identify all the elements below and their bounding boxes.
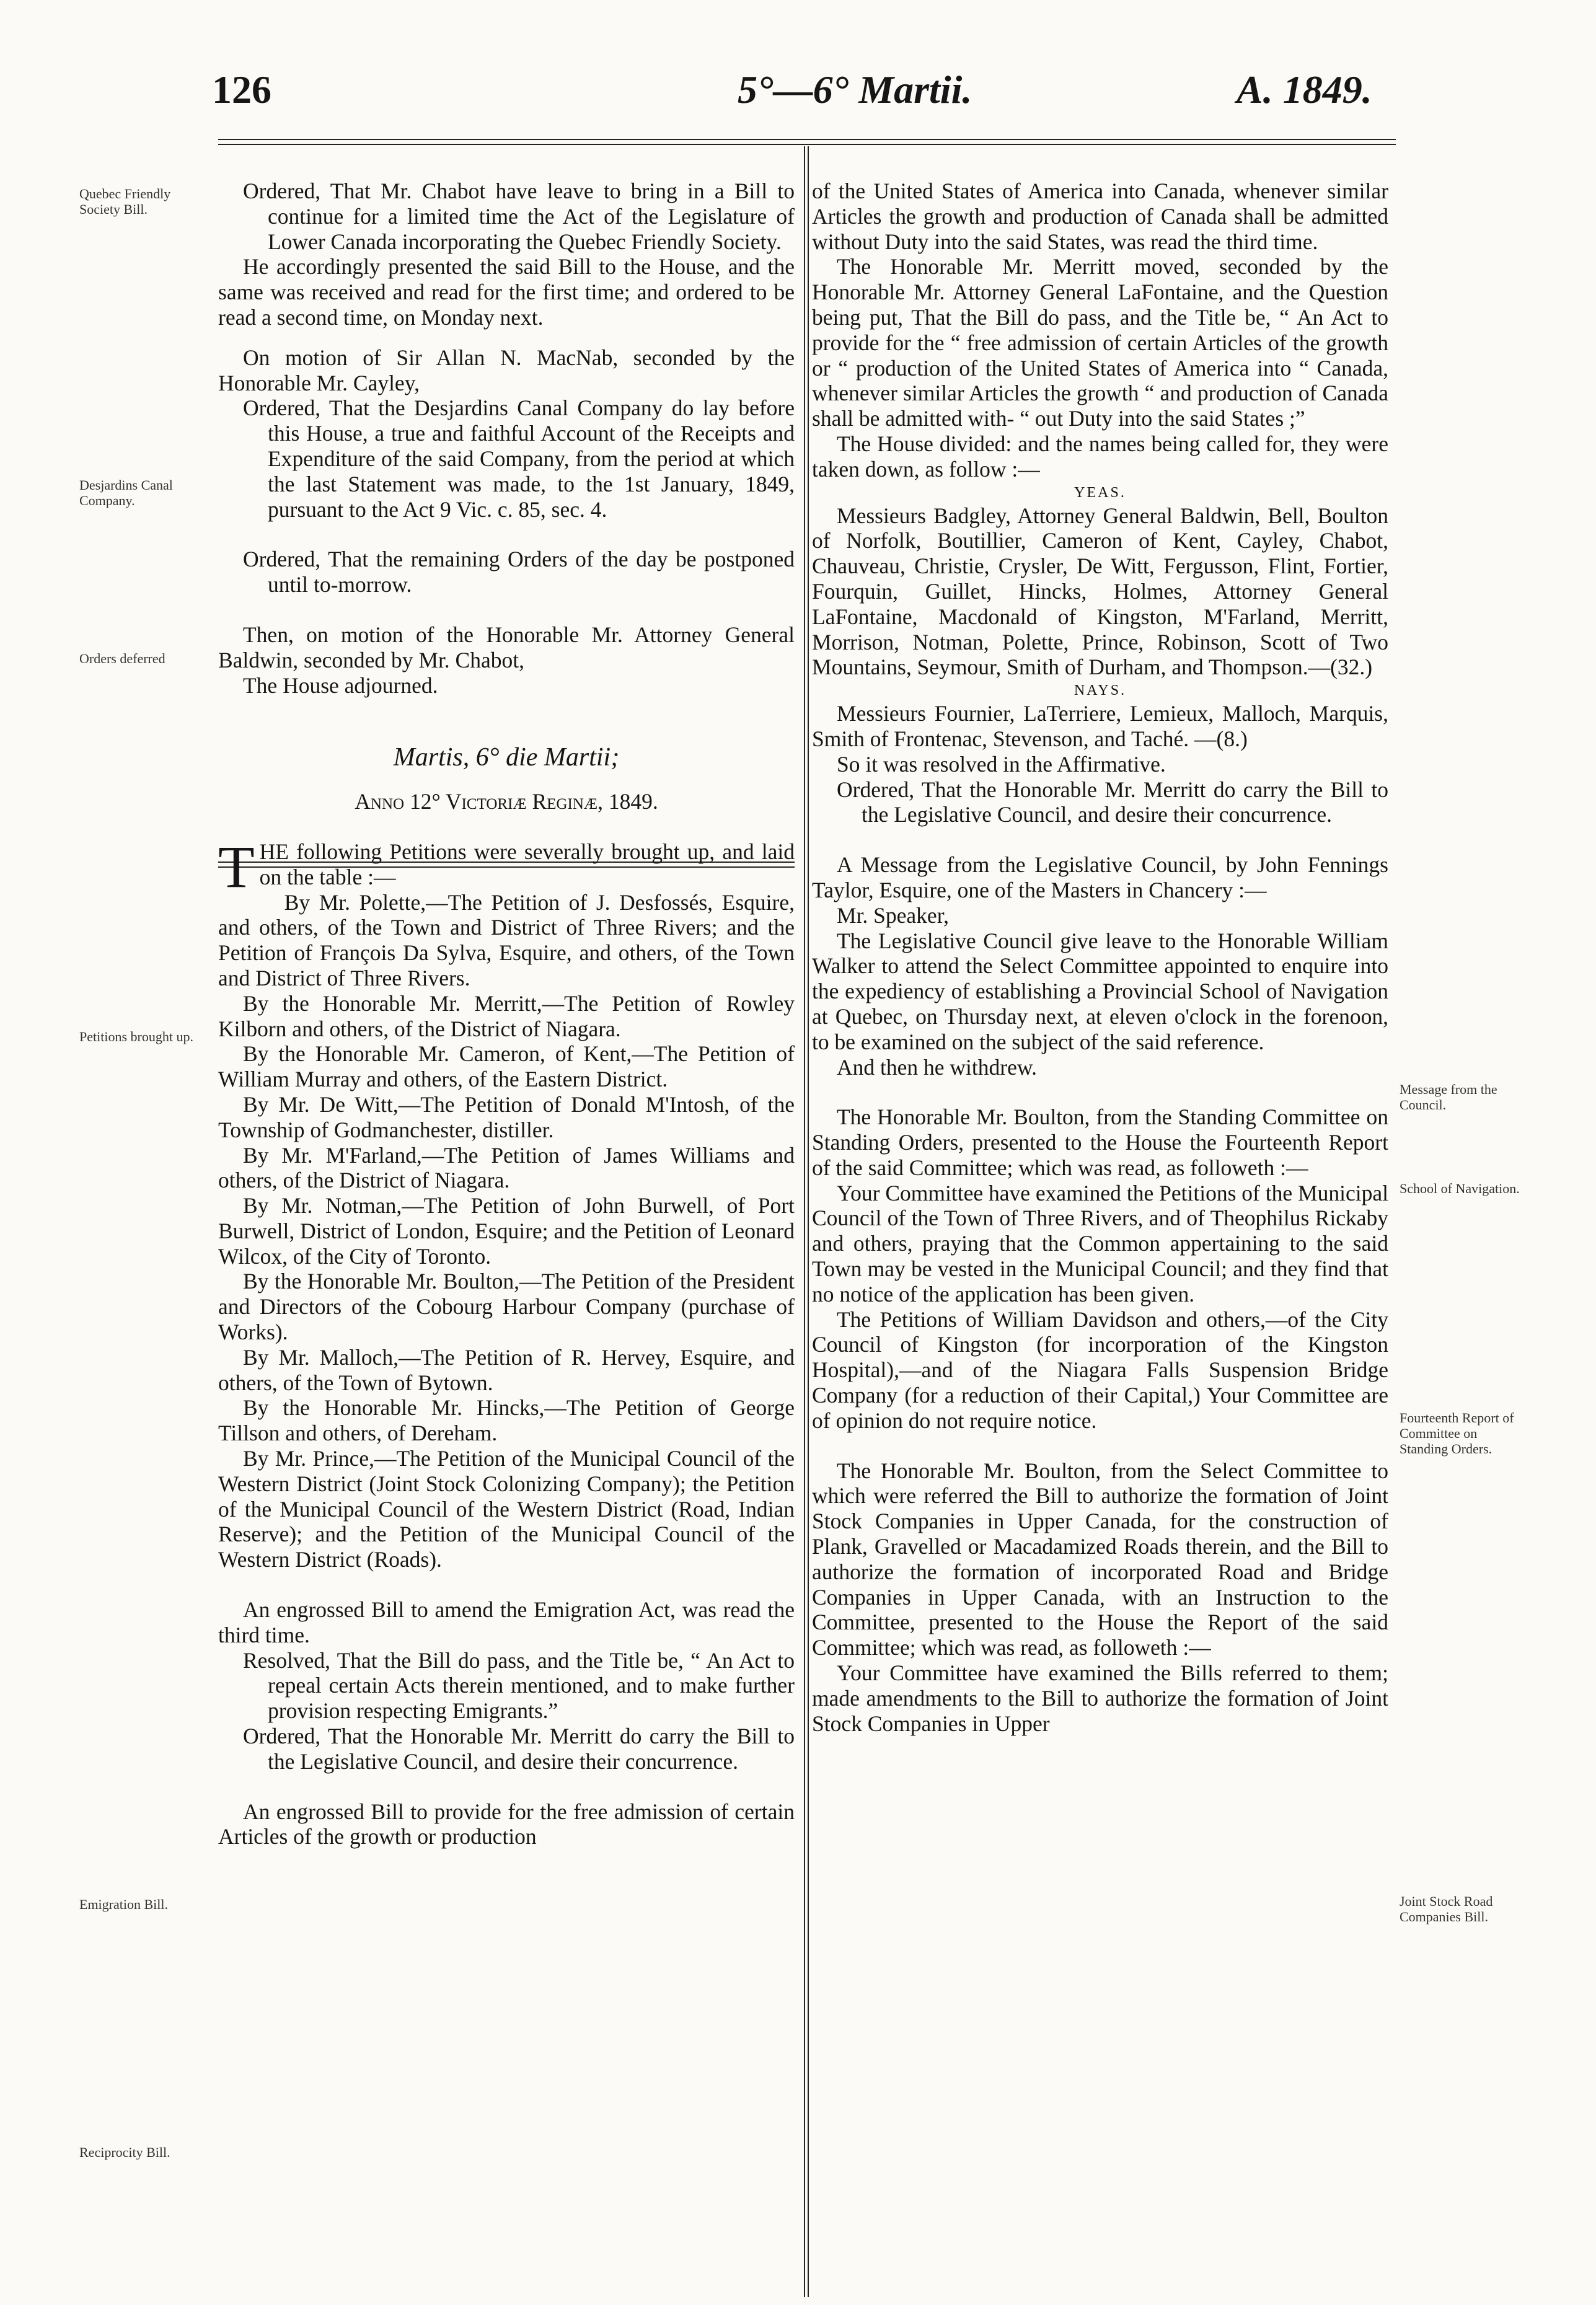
paragraph: The Petitions of William Davidson and others,—of the City Council of Kingston (for incorporation of the Kingston Hospital),—and of the Niagara Falls Suspension Bridge Company (for a reduction of their Capital,) Your Committee are of opinion do not require notice.: [812, 1307, 1388, 1433]
paragraph: By Mr. Polette,—The Petition of J. Desfossés, Esquire, and others, of the Town and District of Three Rivers; and the Petition of François Da Sylva, Esquire, and others, of the Town and District of Three Rivers.: [218, 889, 795, 990]
margin-note-message: Message from the Council.: [1400, 1082, 1497, 1113]
page-year: A. 1849.: [1237, 68, 1372, 112]
column-divider: [804, 146, 809, 2297]
paragraph: Ordered, That Mr. Chabot have leave to bring in a Bill to continue for a limited time the Act of the Legislature of Lower Canada incorporating the Quebec Friendly Society.: [243, 178, 795, 254]
yeas-label: YEAS.: [1074, 484, 1126, 501]
regnal-year: Anno 12° Victoriæ Reginæ, 1849.: [355, 789, 658, 814]
paragraph: The House adjourned.: [243, 672, 438, 698]
paragraph: By the Honorable Mr. Merritt,—The Petition of Rowley Kilborn and others, of the District of Niagara.: [218, 990, 795, 1041]
paragraph: An engrossed Bill to provide for the free admission of certain Articles of the growth or production: [218, 1799, 795, 1849]
paragraph: The Legislative Council give leave to the Honorable William Walker to attend the Select Committee appointed to enquire into the expediency of establishing a Provincial School of Navigation at Quebec, on Thursday next, at eleven o'clock in the forenoon, to be examined on the subject of the said reference.: [812, 928, 1388, 1054]
paragraph: By Mr. M'Farland,—The Petition of James Williams and others, of the District of Niagara.: [218, 1142, 795, 1193]
paragraph: Your Committee have examined the Bills referred to them; made amendments to the Bill to authorize the formation of Joint Stock Companies in Upper: [812, 1660, 1388, 1736]
paragraph: And then he withdrew.: [837, 1054, 1038, 1080]
paragraph: Ordered, That the Desjardins Canal Company do lay before this House, a true and faithful Account of the Receipts and Expenditure of the said Company, from the period at which the last Statement was made, to the 1st January, 1849, pursuant to the Act 9 Vic. c. 85, sec. 4.: [243, 395, 795, 522]
paragraph: Resolved, That the Bill do pass, and the Title be, “ An Act to repeal certain Acts therein mentioned, and to make further provision respecting Emigrants.”: [243, 1647, 795, 1724]
paragraph: of the United States of America into Canada, whenever similar Articles the growth and production of Canada shall be admitted without Duty into the said States, was read the third time.: [812, 178, 1388, 254]
paragraph: By the Honorable Mr. Boulton,—The Petition of the President and Directors of the Cobourg Harbour Company (purchase of Works).: [218, 1269, 795, 1345]
paragraph: By Mr. Prince,—The Petition of the Municipal Council of the Western District (Joint Stock Colonizing Company); the Petition of the Municipal Council of the Western District (Road, Indian Reserve); and the Petition of the Municipal Council of the Western District (Roads).: [218, 1446, 795, 1572]
paragraph: Ordered, That the Honorable Mr. Merritt do carry the Bill to the Legislative Council, and desire their concurrence.: [837, 777, 1388, 827]
paragraph-text: HE following Petitions were severally brought up, and laid on the table :—: [259, 839, 795, 889]
paragraph: By the Honorable Mr. Cameron, of Kent,—The Petition of William Murray and others, of the Eastern District.: [218, 1041, 795, 1092]
paragraph: An engrossed Bill to amend the Emigration Act, was read the third time.: [218, 1597, 795, 1647]
margin-note-school: School of Navigation.: [1400, 1181, 1520, 1196]
paragraph: The Honorable Mr. Boulton, from the Select Committee to which were referred the Bill to authorize the formation of Joint Stock Companies in Upper Canada, for the construction of Plank, Gravelled or Macadamized Roads therein, and the Bill to authorize the formation of incorporated Road and Bridge Companies in Upper Canada, with an Instruction to the Committee, presented to the House the Report of the said Committee; which was read, as followeth :—: [812, 1458, 1388, 1660]
drop-cap: T: [218, 833, 255, 900]
margin-note-fourteenth: Fourteenth Report of Committee on Standing Orders.: [1400, 1410, 1514, 1457]
nays-label: NAYS.: [1074, 682, 1127, 699]
paragraph: Then, on motion of the Honorable Mr. Attorney General Baldwin, seconded by Mr. Chabot,: [218, 622, 795, 672]
paragraph: Your Committee have examined the Petitions of the Municipal Council of the Town of Three Rivers, and of Theophilus Rickaby and others, praying that the Common appertaining to the said Town may be vested in the Municipal Council; and they find that no notice of the application has been given.: [812, 1180, 1388, 1307]
paragraph: Messieurs Fournier, LaTerriere, Lemieux, Malloch, Marquis, Smith of Frontenac, Stevenson, and Taché. —(8.): [812, 701, 1388, 751]
paragraph: On motion of Sir Allan N. MacNab, seconded by the Honorable Mr. Cayley,: [218, 345, 795, 395]
paragraph: By Mr. Notman,—The Petition of John Burwell, of Port Burwell, District of London, Esquire; and the Petition of Leonard Wilcox, of the City of Toronto.: [218, 1193, 795, 1269]
right-column: [812, 178, 1388, 1736]
page-number: 126: [212, 68, 271, 112]
header-rule-double: [218, 144, 1396, 145]
paragraph: Ordered, That the Honorable Mr. Merritt do carry the Bill to the Legislative Council, and desire their concurrence.: [243, 1724, 795, 1774]
margin-note-joint-stock: Joint Stock Road Companies Bill.: [1400, 1893, 1493, 1924]
paragraph: Mr. Speaker,: [837, 902, 949, 928]
paragraph: So it was resolved in the Affirmative.: [837, 751, 1166, 777]
paragraph: The Honorable Mr. Merritt moved, seconded by the Honorable Mr. Attorney General LaFontaine, and the Question being put, That the Bill do pass, and the Title be, “ An Act to provide for the “ free admission of certain Articles of the growth or “ production of the United States of America into “ Canada, whenever similar Articles the growth “ and production of Canada shall be admitted with- “ out Duty into the said States ;”: [812, 254, 1388, 431]
paragraph: The House divided: and the names being called for, they were taken down, as follow :—: [812, 431, 1388, 482]
paragraph: Messieurs Badgley, Attorney General Baldwin, Bell, Boulton of Norfolk, Boutillier, Cameron of Kent, Cayley, Chabot, Chauveau, Christie, Crysler, De Witt, Fergusson, Flint, Fortier, Fourquin, Guillet, Hincks, Holmes, Attorney General LaFontaine, Macdonald of Kingston, M'Farland, Merritt, Morrison, Notman, Polette, Prince, Robinson, Scott of Two Mountains, Seymour, Smith of Durham, and Thompson.—(32.): [812, 503, 1388, 680]
margin-note-quebec: Quebec Friendly Society Bill.: [79, 186, 171, 217]
paragraph: By Mr. De Witt,—The Petition of Donald M'Intosh, of the Township of Godmanchester, distiller.: [218, 1091, 795, 1142]
paragraph: By Mr. Malloch,—The Petition of R. Hervey, Esquire, and others, of the Town of Bytown.: [218, 1344, 795, 1395]
page-date-heading: 5°—6° Martii.: [738, 68, 972, 112]
margin-note-reciprocity: Reciprocity Bill.: [79, 2144, 170, 2160]
paragraph: [218, 833, 795, 900]
header-rule: [218, 139, 1396, 140]
day-heading: Martis, 6° die Martii;: [393, 743, 620, 772]
paragraph: A Message from the Legislative Council, by John Fennings Taylor, Esquire, one of the Masters in Chancery :—: [812, 852, 1388, 902]
margin-note-desjardins: Desjardins Canal Company.: [79, 477, 173, 508]
paragraph: By the Honorable Mr. Hincks,—The Petition of George Tillson and others, of Dereham.: [218, 1395, 795, 1446]
left-column: [218, 178, 795, 1849]
paragraph: He accordingly presented the said Bill to the House, and the same was received and read for the first time; and ordered to be read a second time, on Monday next.: [218, 254, 795, 330]
margin-note-emigration: Emigration Bill.: [79, 1897, 168, 1912]
paragraph: The Honorable Mr. Boulton, from the Standing Committee on Standing Orders, presented to the House the Fourteenth Report of the said Committee; which was read, as followeth :—: [812, 1104, 1388, 1180]
page-header: [0, 67, 1596, 129]
paragraph: Ordered, That the remaining Orders of the day be postponed until to-morrow.: [243, 547, 795, 597]
margin-note-petitions: Petitions brought up.: [79, 1029, 193, 1044]
margin-note-orders: Orders deferred: [79, 651, 165, 666]
